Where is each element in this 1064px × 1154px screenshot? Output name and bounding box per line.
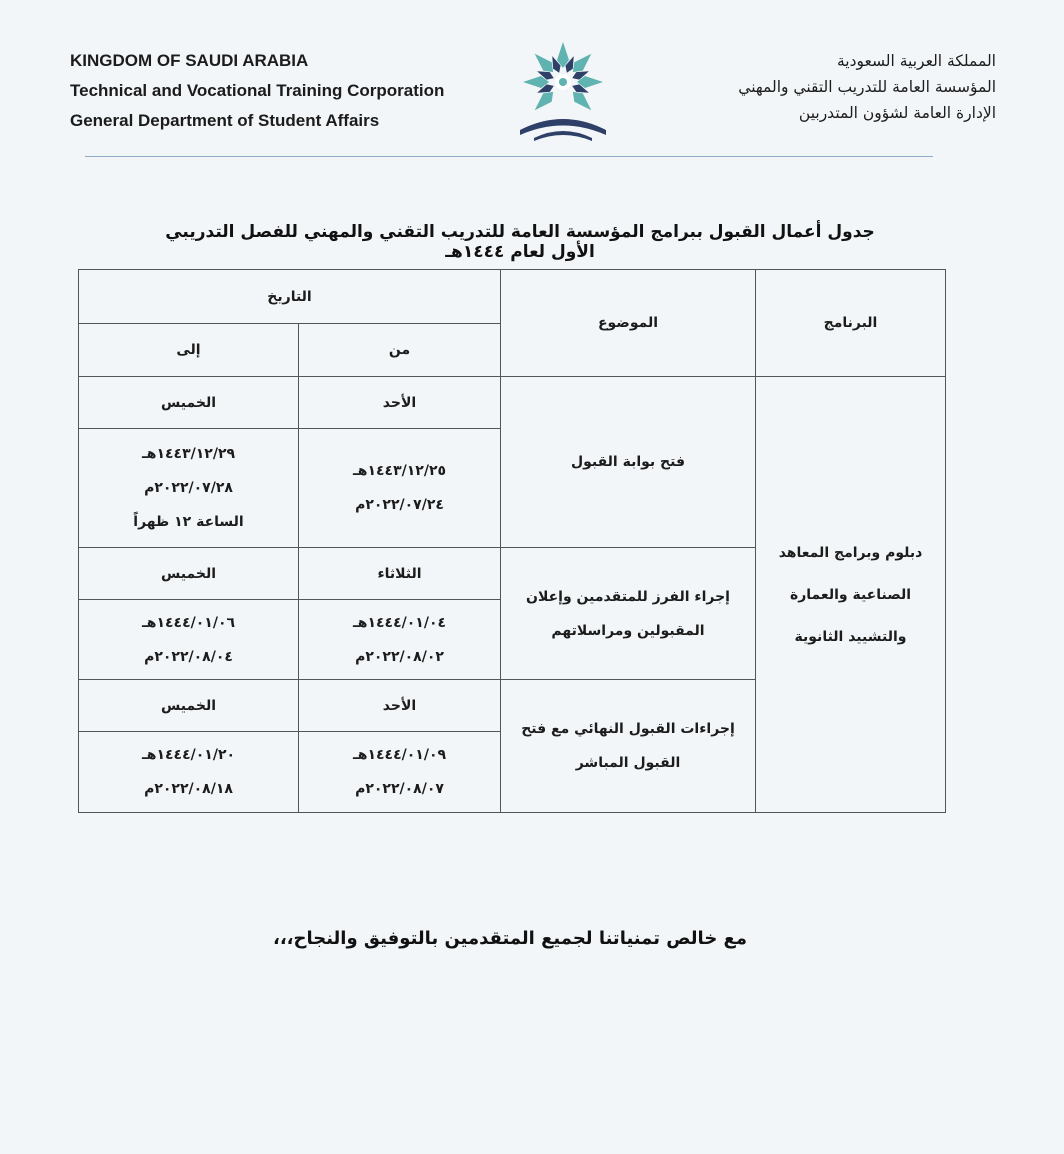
from-hijri: ١٤٤٤/٠١/٠٤هـ xyxy=(352,614,447,631)
to-day: الخميس xyxy=(79,548,299,600)
header-en-country: KINGDOM OF SAUDI ARABIA xyxy=(70,51,309,70)
from-dates xyxy=(299,429,501,548)
topic-line: المقبولين ومراسلاتهم xyxy=(551,622,705,639)
header-ar-department: الإدارة العامة لشؤون المتدربين xyxy=(798,104,996,122)
header-topic: الموضوع xyxy=(501,270,756,377)
header-arabic xyxy=(738,48,996,126)
table-header-row xyxy=(79,270,946,324)
topic-cell xyxy=(501,680,756,813)
topic-line: القبول المباشر xyxy=(575,755,681,771)
topic-cell xyxy=(501,548,756,680)
header-from: من xyxy=(299,324,501,377)
to-hijri: ١٤٤٣/١٢/٢٩هـ xyxy=(141,446,236,462)
from-hijri: ١٤٤٤/٠١/٠٩هـ xyxy=(352,747,447,763)
header-divider xyxy=(85,156,933,157)
topic-line: إجراء الفرز للمتقدمين وإعلان xyxy=(526,588,730,605)
to-gregorian: ٢٠٢٢/٠٨/٠٤م xyxy=(144,648,233,665)
from-day: الثلاثاء xyxy=(299,548,501,600)
header-date: التاريخ xyxy=(79,270,501,324)
header-english xyxy=(70,46,444,136)
header-ar-country: المملكة العربية السعودية xyxy=(836,52,996,70)
to-gregorian: ٢٠٢٢/٠٨/١٨م xyxy=(144,781,233,797)
to-time-note: الساعة ١٢ ظهراً xyxy=(133,514,244,530)
from-gregorian: ٢٠٢٢/٠٧/٢٤م xyxy=(355,497,444,513)
table-row xyxy=(79,377,946,429)
to-gregorian: ٢٠٢٢/٠٧/٢٨م xyxy=(144,480,233,496)
program-line: والتشييد الثانوية xyxy=(794,628,907,645)
from-day: الأحد xyxy=(299,680,501,732)
to-dates xyxy=(79,429,299,548)
header-ar-corporation: المؤسسة العامة للتدريب التقني والمهني xyxy=(738,78,996,96)
document-title: جدول أعمال القبول ببرامج المؤسسة العامة للتدريب التقني والمهني للفصل التدريبي الأول لعام ١٤٤٤هـ xyxy=(165,222,875,262)
topic-line: فتح بوابة القبول xyxy=(570,454,686,470)
from-hijri: ١٤٤٣/١٢/٢٥هـ xyxy=(352,463,447,479)
header-en-corporation: Technical and Vocational Training Corporation xyxy=(70,81,445,100)
from-dates xyxy=(299,732,501,813)
to-hijri: ١٤٤٤/٠١/٠٦هـ xyxy=(141,614,236,631)
tvtc-logo-icon xyxy=(512,38,614,142)
topic-line: إجراءات القبول النهائي مع فتح xyxy=(521,721,735,737)
from-gregorian: ٢٠٢٢/٠٨/٠٢م xyxy=(355,648,444,665)
to-day: الخميس xyxy=(79,377,299,429)
closing-wishes: مع خالص تمنياتنا لجميع المتقدمين بالتوفيق والنجاح،،، xyxy=(272,928,747,949)
program-line: دبلوم وبرامج المعاهد xyxy=(778,544,923,561)
to-hijri: ١٤٤٤/٠١/٢٠هـ xyxy=(141,747,236,763)
header-to: إلى xyxy=(79,324,299,377)
from-day: الأحد xyxy=(299,377,501,429)
from-gregorian: ٢٠٢٢/٠٨/٠٧م xyxy=(355,781,444,797)
to-dates xyxy=(79,600,299,680)
program-line: الصناعية والعمارة xyxy=(789,586,912,603)
topic-cell xyxy=(501,377,756,548)
program-cell xyxy=(756,377,946,813)
header-en-department: General Department of Student Affairs xyxy=(70,111,380,130)
from-dates xyxy=(299,600,501,680)
to-dates xyxy=(79,732,299,813)
to-day: الخميس xyxy=(79,680,299,732)
header-program: البرنامج xyxy=(756,270,946,377)
admission-schedule-table xyxy=(78,269,946,813)
